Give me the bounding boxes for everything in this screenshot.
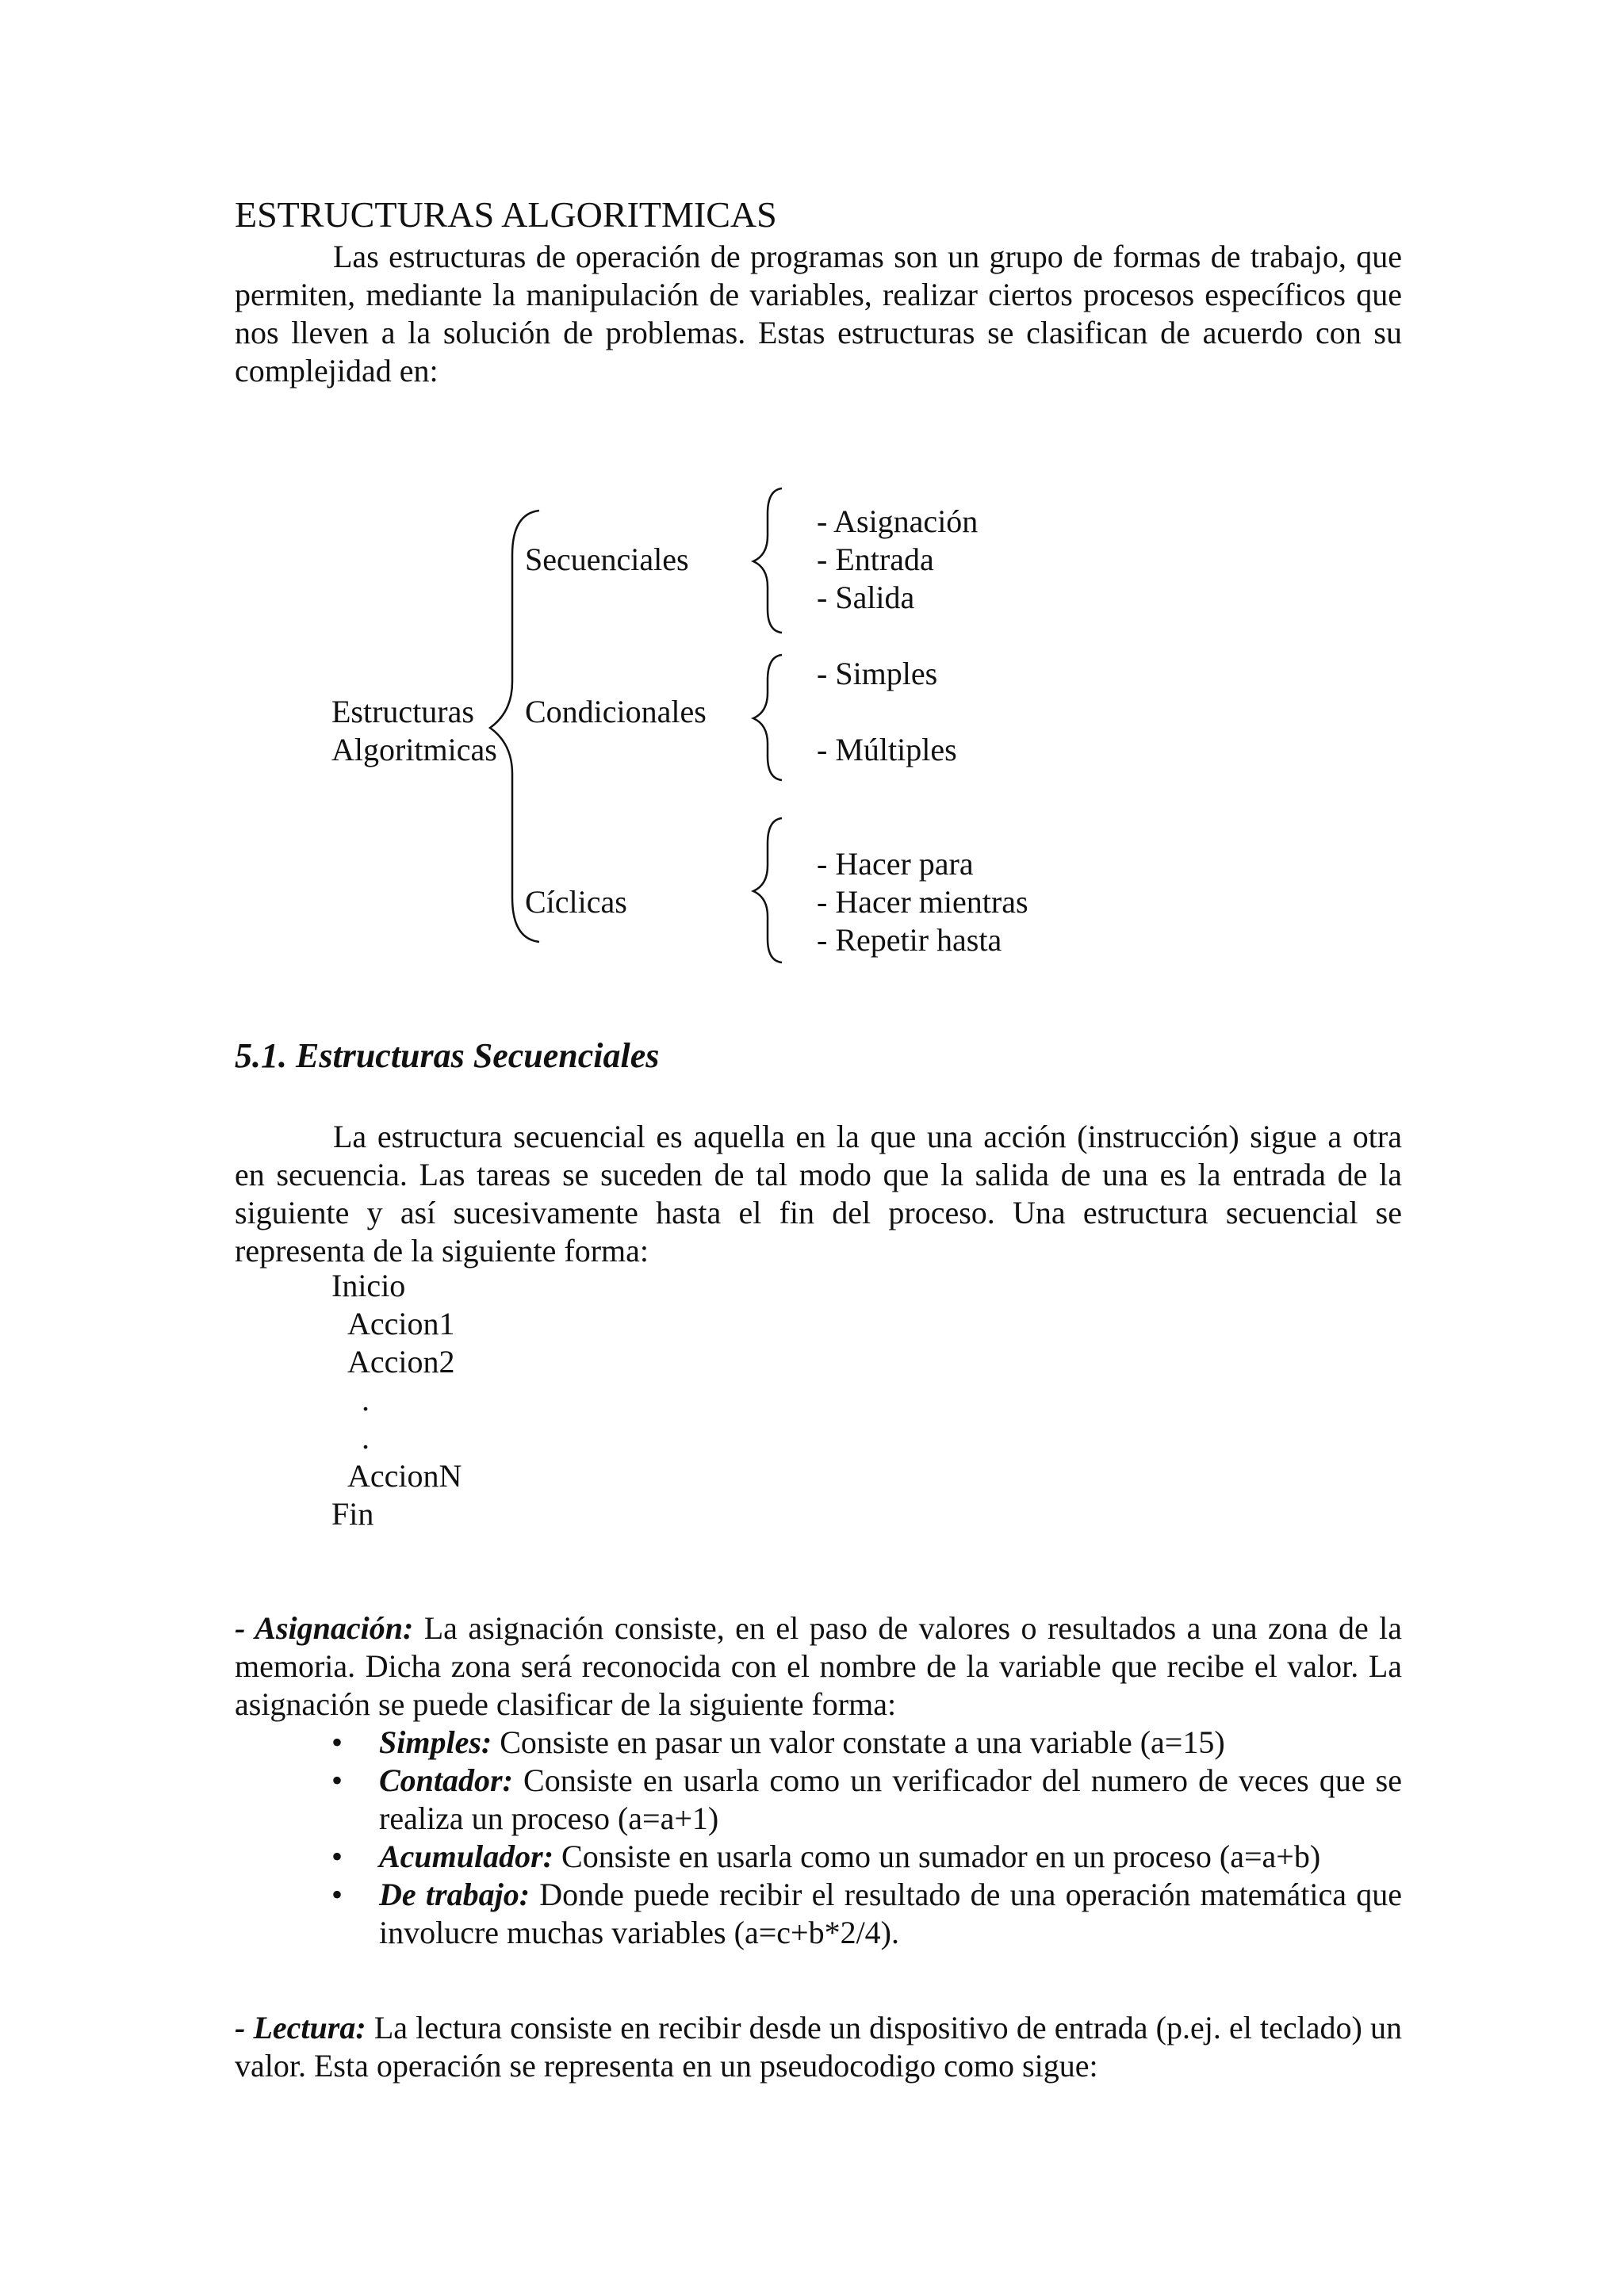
leaf-hacer-mientras: - Hacer mientras [817,884,1028,920]
leaf-hacer-para: - Hacer para [817,846,974,882]
code-line-inicio: Inicio [331,1268,406,1303]
list-item [331,1762,1402,1838]
leaf-multiples: - Múltiples [817,732,957,767]
intro-paragraph: Las estructuras de operación de programas son un grupo de formas de trabajo, que permiten, mediante la manipulación de variables, realizar ciertos procesos específicos que nos lleven a la solución de problemas. Estas estructuras se clasifican de acuerdo con su complejidad en: [235,239,1402,388]
bullet-text: Consiste en usarla como un sumador en un proceso (a=a+b) [553,1839,1321,1874]
section-heading: 5.1. Estructuras Secuenciales [235,1036,660,1075]
branch-label-condicionales: Condicionales [525,694,707,729]
asignacion-bullet-list [331,1724,1402,1952]
branch-label-secuenciales: Secuenciales [525,541,689,577]
leaf-entrada: - Entrada [817,541,934,577]
asignacion-label: - Asignación: [235,1610,414,1646]
bullet-term: Simples: [379,1724,492,1760]
leaf-asignacion: - Asignación [817,503,979,539]
branch-label-ciclicas: Cíclicas [525,884,627,920]
bullet-term: De trabajo: [379,1877,530,1912]
brace-secuenciales [753,488,782,633]
leaf-repetir-hasta: - Repetir hasta [817,922,1002,958]
list-item [331,1876,1402,1952]
code-line-accionn: AccionN [347,1458,462,1494]
leaf-simples: - Simples [817,656,938,691]
asignacion-paragraph [235,1609,1402,1724]
code-line-accion1: Accion1 [347,1306,455,1341]
page-title: ESTRUCTURAS ALGORITMICAS [235,194,777,235]
bullet-text: Consiste en usarla como un verificador del numero de veces que se realiza un proceso (a=a+1) [379,1762,1402,1836]
bullet-text: Donde puede recibir el resultado de una operación matemática que involucre muchas variables (a=c+b*2/4). [379,1877,1402,1950]
lectura-paragraph [235,2009,1402,2085]
lectura-text: La lectura consiste en recibir desde un dispositivo de entrada (p.ej. el teclado) un valor. Esta operación se representa en un pseudocodigo como sigue: [235,2010,1403,2084]
lectura-label: - Lectura: [235,2010,366,2045]
bullet-icon: • [331,1839,343,1874]
diagram-root-line1: Estructuras [331,694,474,729]
section-paragraph: La estructura secuencial es aquella en la que una acción (instrucción) sigue a otra en secuencia. Las tareas se suceden de tal modo que la salida de una es la entrada de la siguiente y así sucesivamente hasta el fin del proceso. Una estructura secuencial se representa de la siguiente forma: [235,1119,1402,1269]
code-line-fin: Fin [331,1496,374,1532]
code-line-accion2: Accion2 [347,1344,455,1380]
code-line-dot1: . [362,1382,370,1418]
bullet-text: Consiste en pasar un valor constate a una variable (a=15) [492,1724,1225,1760]
asignacion-text: La asignación consiste, en el paso de valores o resultados a una zona de la memoria. Dicha zona será reconocida con el nombre de la variable que recibe el valor. La asignación se puede clasificar de la siguiente forma: [235,1610,1402,1722]
list-item [331,1838,1402,1876]
code-line-dot2: . [362,1420,370,1456]
list-item [331,1724,1402,1762]
brace-condicionales [753,655,782,780]
bullet-term: Contador: [379,1762,513,1798]
bullet-icon: • [331,1877,343,1912]
diagram-root-line2: Algoritmicas [331,732,497,767]
leaf-salida: - Salida [817,580,915,615]
brace-ciclicas [753,818,782,962]
bullet-icon: • [331,1762,343,1798]
bullet-icon: • [331,1724,343,1760]
bullet-term: Acumulador: [379,1839,554,1874]
